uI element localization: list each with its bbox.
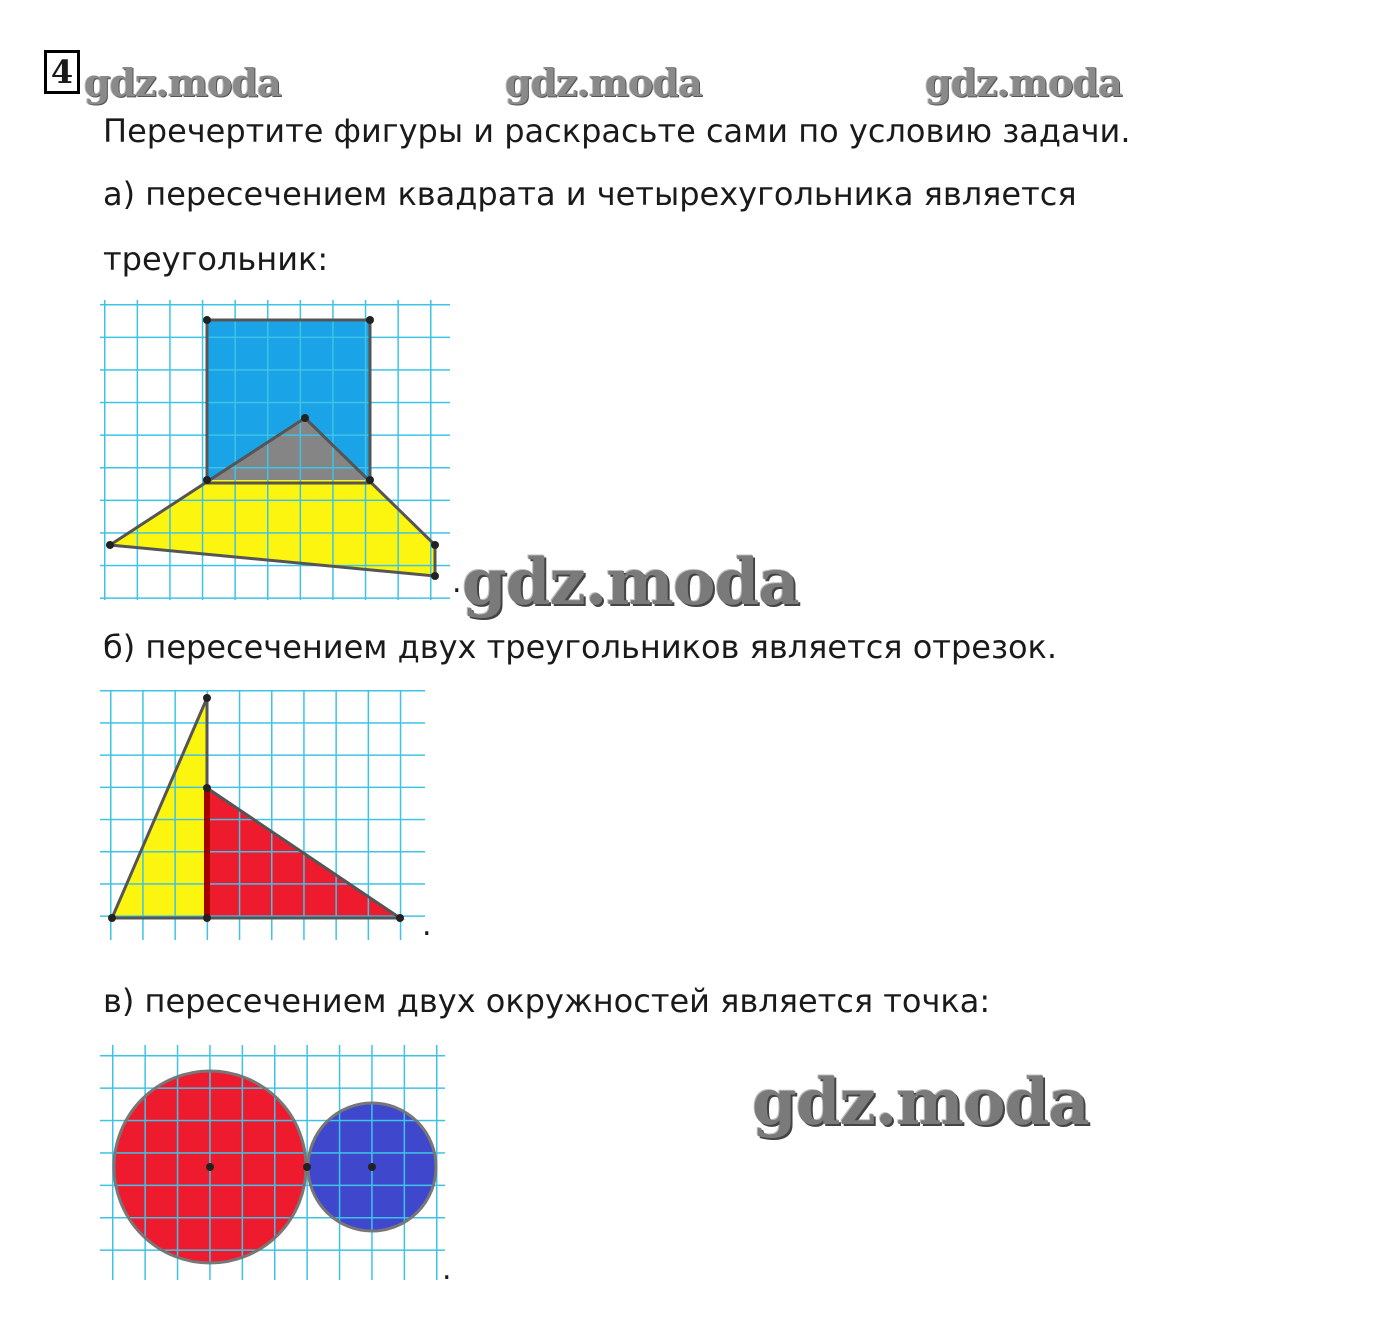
watermark: gdz.moda (752, 1065, 1089, 1140)
figure-a-grid (100, 300, 460, 600)
part-a-text-line2: треугольник: (103, 240, 329, 278)
part-c-text: в) пересечением двух окружностей является точка: (103, 982, 991, 1020)
watermark: gdz.moda (462, 545, 799, 620)
part-a-end-mark: . (452, 565, 462, 600)
instruction-text: Перечертите фигуры и раскрасьте сами по условию задачи. (103, 112, 1131, 150)
part-b-end-mark: . (422, 908, 432, 943)
watermark: gdz.moda (925, 60, 1122, 105)
part-c-end-mark: . (442, 1252, 452, 1287)
figure-b-grid (100, 690, 430, 945)
watermark: gdz.moda (84, 60, 281, 105)
tangent-point (303, 1163, 311, 1171)
figure-c-grid (100, 1045, 450, 1285)
watermark: gdz.moda (505, 60, 702, 105)
part-a-text-line1: а) пересечением квадрата и четырехугольника является (103, 175, 1077, 213)
task-number: 4 (44, 50, 80, 94)
part-b-text: б) пересечением двух треугольников является отрезок. (103, 628, 1058, 666)
